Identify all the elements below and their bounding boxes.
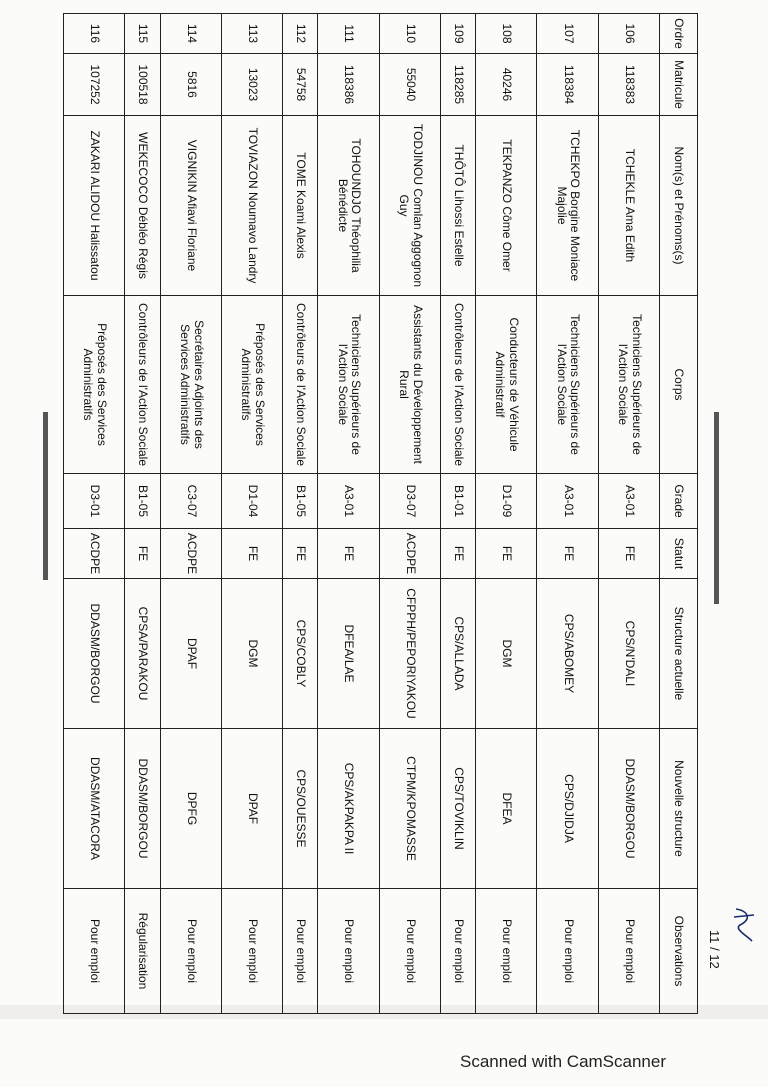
cell-structure-actuelle: DFEA/LAE <box>318 579 379 729</box>
cell-nom: VIGNIKIN Afiavi Floriane <box>160 116 221 296</box>
cell-observations: Pour emploi <box>160 889 221 1014</box>
cell-grade: C3-07 <box>160 474 221 529</box>
cell-observations: Pour emploi <box>476 889 537 1014</box>
cell-corps: Techniciens Supérieurs de l'Action Sociale <box>537 296 598 474</box>
cell-nom: WEKECOCO Débléo Régis <box>125 116 160 296</box>
cell-corps: Secrétaires Adjoints des Services Administratifs <box>160 296 221 474</box>
cell-corps: Techniciens Supérieurs de l'Action Sociale <box>598 296 659 474</box>
cell-structure-actuelle: DPAF <box>160 579 221 729</box>
header-grade: Grade <box>660 474 698 529</box>
cell-statut: FE <box>318 529 379 579</box>
cell-matricule: 54758 <box>283 54 318 116</box>
cell-nom: TOME Koami Alexis <box>283 116 318 296</box>
cell-nouvelle-structure: DFEA <box>476 729 537 889</box>
cell-corps: Contrôleurs de l'Action Sociale <box>125 296 160 474</box>
cell-grade: D1-09 <box>476 474 537 529</box>
cell-matricule: 100518 <box>125 54 160 116</box>
cell-grade: A3-01 <box>537 474 598 529</box>
cell-observations: Pour emploi <box>537 889 598 1014</box>
cell-ordre: 109 <box>440 14 475 54</box>
cell-observations: Pour emploi <box>283 889 318 1014</box>
header-observations: Observations <box>660 889 698 1014</box>
cell-corps: Conducteurs de Véhicule Administratif <box>476 296 537 474</box>
cell-observations: Régularisation <box>125 889 160 1014</box>
table-row <box>125 14 160 1014</box>
cell-corps: Assistants du Développement Rural <box>379 296 440 474</box>
table-row <box>221 14 282 1014</box>
cell-grade: D3-01 <box>64 474 125 529</box>
cell-nouvelle-structure: DPFG <box>160 729 221 889</box>
cell-matricule: 55040 <box>379 54 440 116</box>
cell-ordre: 115 <box>125 14 160 54</box>
table-row <box>379 14 440 1014</box>
table-header-row <box>660 14 698 1014</box>
rotated-table-wrapper <box>63 13 698 1013</box>
table-row <box>64 14 125 1014</box>
cell-nouvelle-structure: CPS/AKPAKPA II <box>318 729 379 889</box>
table-row <box>283 14 318 1014</box>
cell-observations: Pour emploi <box>598 889 659 1014</box>
cell-structure-actuelle: CFPPH/PEPORIYAKOU <box>379 579 440 729</box>
cell-matricule: 107252 <box>64 54 125 116</box>
cell-statut: ACDPE <box>160 529 221 579</box>
table-row <box>537 14 598 1014</box>
cell-structure-actuelle: DDASM/BORGOU <box>64 579 125 729</box>
cell-nouvelle-structure: DDASM/ATACORA <box>64 729 125 889</box>
cell-corps: Contrôleurs de l'Action Sociale <box>283 296 318 474</box>
header-structure-actuelle: Structure actuelle <box>660 579 698 729</box>
initials-signature <box>730 905 760 945</box>
cell-nom: ZAKARI ALIDOU Halissatou <box>64 116 125 296</box>
cell-nom: TCHEKPO Borgine Moniace Majolie <box>537 116 598 296</box>
header-matricule: Matricule <box>660 54 698 116</box>
cell-observations: Pour emploi <box>64 889 125 1014</box>
cell-ordre: 108 <box>476 14 537 54</box>
cell-nouvelle-structure: CPS/OUESSE <box>283 729 318 889</box>
cell-grade: D1-04 <box>221 474 282 529</box>
table-row <box>476 14 537 1014</box>
cell-nom: TCHEKLE Ama Edith <box>598 116 659 296</box>
header-ordre: Ordre <box>660 14 698 54</box>
cell-statut: ACDPE <box>64 529 125 579</box>
cell-grade: B1-05 <box>125 474 160 529</box>
cell-structure-actuelle: CPS/ABOMEY <box>537 579 598 729</box>
cell-statut: FE <box>537 529 598 579</box>
scanner-watermark: Scanned with CamScanner <box>460 1052 667 1071</box>
scan-mark <box>714 412 719 604</box>
cell-corps: Préposés des Services Administratifs <box>221 296 282 474</box>
header-nouvelle-structure: Nouvelle structure <box>660 729 698 889</box>
cell-nouvelle-structure: DDASM/BORGOU <box>598 729 659 889</box>
cell-statut: FE <box>283 529 318 579</box>
cell-nom: TOVIAZON Noumavo Landry <box>221 116 282 296</box>
cell-observations: Pour emploi <box>221 889 282 1014</box>
cell-statut: FE <box>440 529 475 579</box>
cell-matricule: 13023 <box>221 54 282 116</box>
cell-statut: FE <box>476 529 537 579</box>
cell-statut: FE <box>221 529 282 579</box>
cell-observations: Pour emploi <box>440 889 475 1014</box>
table-row <box>318 14 379 1014</box>
cell-statut: ACDPE <box>379 529 440 579</box>
cell-matricule: 5816 <box>160 54 221 116</box>
table-row <box>160 14 221 1014</box>
cell-observations: Pour emploi <box>318 889 379 1014</box>
header-corps: Corps <box>660 296 698 474</box>
cell-nom: THÔTÔ Lihossi Estelle <box>440 116 475 296</box>
cell-ordre: 116 <box>64 14 125 54</box>
cell-structure-actuelle: DGM <box>476 579 537 729</box>
cell-grade: D3-07 <box>379 474 440 529</box>
cell-ordre: 113 <box>221 14 282 54</box>
cell-corps: Contrôleurs de l'Action Sociale <box>440 296 475 474</box>
cell-nouvelle-structure: CPS/TOVIKLIN <box>440 729 475 889</box>
table-row <box>440 14 475 1014</box>
cell-matricule: 118386 <box>318 54 379 116</box>
cell-matricule: 40246 <box>476 54 537 116</box>
cell-structure-actuelle: CPSA/PARAKOU <box>125 579 160 729</box>
cell-ordre: 107 <box>537 14 598 54</box>
cell-ordre: 106 <box>598 14 659 54</box>
cell-corps: Techniciens Supérieurs de l'Action Sociale <box>318 296 379 474</box>
personnel-table <box>63 13 698 1014</box>
cell-ordre: 114 <box>160 14 221 54</box>
cell-grade: A3-01 <box>318 474 379 529</box>
cell-matricule: 118383 <box>598 54 659 116</box>
cell-grade: B1-01 <box>440 474 475 529</box>
cell-structure-actuelle: CPS/N'DALI <box>598 579 659 729</box>
cell-grade: B1-05 <box>283 474 318 529</box>
cell-nom: TODJINOU Comlan Aggognon Guy <box>379 116 440 296</box>
cell-ordre: 110 <box>379 14 440 54</box>
cell-nouvelle-structure: DDASM/BORGOU <box>125 729 160 889</box>
cell-structure-actuelle: DGM <box>221 579 282 729</box>
cell-ordre: 112 <box>283 14 318 54</box>
cell-structure-actuelle: CPS/COBLY <box>283 579 318 729</box>
header-nom: Nom(s) et Prénoms(s) <box>660 116 698 296</box>
cell-matricule: 118285 <box>440 54 475 116</box>
cell-ordre: 111 <box>318 14 379 54</box>
scan-mark <box>43 412 48 580</box>
cell-nouvelle-structure: CPS/DJIDJA <box>537 729 598 889</box>
cell-nom: TOHOUNDJO Théophilia Bénédicte <box>318 116 379 296</box>
cell-grade: A3-01 <box>598 474 659 529</box>
page-number: 11 / 12 <box>707 930 722 969</box>
cell-corps: Préposés des Services Administratifs <box>64 296 125 474</box>
table-row <box>598 14 659 1014</box>
cell-statut: FE <box>125 529 160 579</box>
cell-observations: Pour emploi <box>379 889 440 1014</box>
cell-nouvelle-structure: CTPM/KPOMASSE <box>379 729 440 889</box>
cell-statut: FE <box>598 529 659 579</box>
header-statut: Statut <box>660 529 698 579</box>
cell-matricule: 118384 <box>537 54 598 116</box>
cell-nom: TEKPANZO Côme Omer <box>476 116 537 296</box>
cell-structure-actuelle: CPS/ALLADA <box>440 579 475 729</box>
cell-nouvelle-structure: DPAF <box>221 729 282 889</box>
